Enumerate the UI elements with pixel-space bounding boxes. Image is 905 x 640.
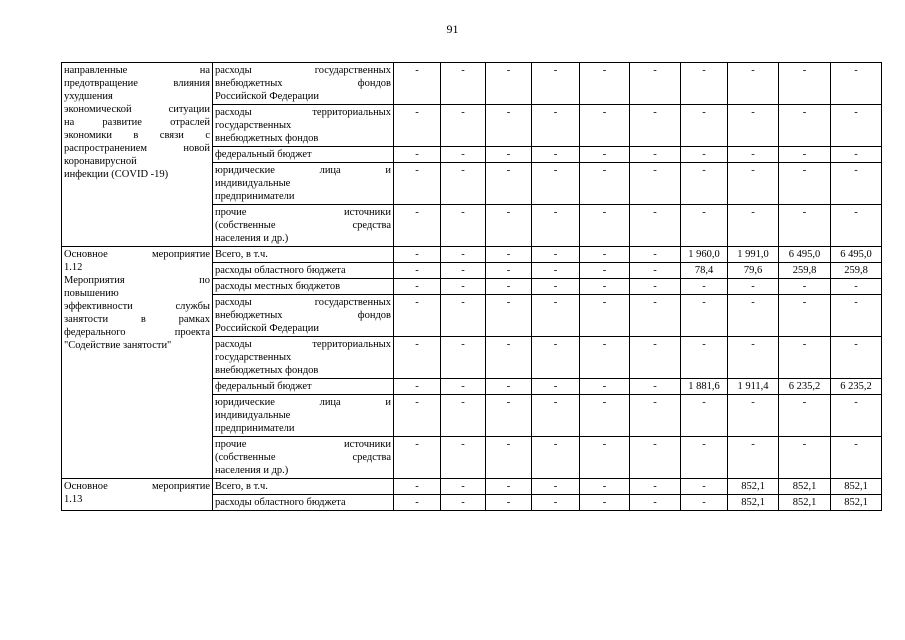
amount-cell: - — [394, 247, 441, 263]
funding-source-cell — [213, 337, 394, 379]
amount-cell: - — [681, 279, 728, 295]
funding-source-line: государственных — [215, 352, 292, 363]
event-name-line: на развитие отраслей — [64, 117, 210, 128]
amount-cell: - — [728, 163, 779, 205]
amount-cell: - — [831, 279, 882, 295]
amount-cell: 6 495,0 — [779, 247, 831, 263]
amount-cell: - — [532, 63, 580, 105]
amount-cell: - — [779, 205, 831, 247]
amount-cell: - — [441, 247, 486, 263]
amount-cell: - — [394, 63, 441, 105]
amount-cell: - — [532, 279, 580, 295]
amount-cell: - — [532, 437, 580, 479]
amount-cell: - — [486, 437, 532, 479]
event-name-line: инфекции (COVID -19) — [64, 169, 169, 180]
funding-source-line: внебюджетных фондов — [215, 133, 319, 144]
amount-cell: - — [681, 163, 728, 205]
amount-cell: - — [728, 279, 779, 295]
amount-cell: - — [532, 247, 580, 263]
event-name-line: "Содействие занятости" — [64, 340, 172, 351]
amount-cell: - — [441, 147, 486, 163]
funding-source-line: внебюджетных фондов — [215, 78, 391, 89]
funding-source-line: государственных — [215, 120, 292, 131]
amount-cell: - — [394, 379, 441, 395]
amount-cell: - — [394, 263, 441, 279]
amount-cell: - — [486, 147, 532, 163]
amount-cell: - — [394, 495, 441, 511]
amount-cell: - — [681, 495, 728, 511]
amount-cell: - — [630, 279, 681, 295]
amount-cell: - — [441, 495, 486, 511]
event-name-line: ухудшения — [64, 91, 113, 102]
funding-source-line: расходы государственных — [215, 65, 391, 76]
amount-cell: - — [728, 437, 779, 479]
funding-source-cell — [213, 279, 394, 295]
funding-source-line: населения и др.) — [215, 465, 289, 476]
amount-cell: - — [630, 495, 681, 511]
amount-cell: - — [532, 205, 580, 247]
funding-source-cell — [213, 437, 394, 479]
funding-source-line: предприниматели — [215, 423, 295, 434]
event-name-cell — [62, 63, 213, 247]
table-row — [62, 63, 882, 105]
amount-cell: - — [394, 147, 441, 163]
funding-source-line: юридические лица и — [215, 397, 391, 408]
amount-cell: - — [779, 437, 831, 479]
amount-cell: - — [630, 395, 681, 437]
amount-cell: - — [580, 205, 630, 247]
amount-cell: - — [532, 379, 580, 395]
amount-cell: - — [394, 395, 441, 437]
amount-cell: 6 495,0 — [831, 247, 882, 263]
event-name-line: предотвращение влияния — [64, 78, 210, 89]
amount-cell: - — [394, 205, 441, 247]
event-name-line: распространением новой — [64, 143, 210, 154]
amount-cell: - — [486, 163, 532, 205]
amount-cell: - — [532, 495, 580, 511]
amount-cell: - — [580, 395, 630, 437]
amount-cell: - — [831, 105, 882, 147]
amount-cell: - — [532, 295, 580, 337]
amount-cell: - — [681, 105, 728, 147]
amount-cell: - — [630, 105, 681, 147]
funding-source-line: расходы местных бюджетов — [215, 281, 341, 292]
amount-cell: - — [532, 147, 580, 163]
amount-cell: - — [486, 279, 532, 295]
event-name-line: эффективности службы — [64, 301, 210, 312]
amount-cell: - — [779, 147, 831, 163]
amount-cell: - — [532, 395, 580, 437]
funding-source-line: расходы территориальных — [215, 107, 391, 118]
amount-cell: - — [681, 147, 728, 163]
funding-source-line: внебюджетных фондов — [215, 310, 391, 321]
amount-cell: 852,1 — [779, 495, 831, 511]
amount-cell: - — [779, 279, 831, 295]
amount-cell: - — [728, 63, 779, 105]
amount-cell: - — [580, 479, 630, 495]
amount-cell: - — [831, 337, 882, 379]
amount-cell: - — [532, 105, 580, 147]
amount-cell: - — [486, 205, 532, 247]
amount-cell: - — [441, 337, 486, 379]
funding-source-line: Всего, в т.ч. — [215, 481, 268, 492]
funding-source-line: прочие источники — [215, 439, 391, 450]
amount-cell: - — [630, 295, 681, 337]
funding-source-line: (собственные средства — [215, 220, 391, 231]
amount-cell: - — [630, 479, 681, 495]
amount-cell: - — [831, 63, 882, 105]
amount-cell: - — [681, 395, 728, 437]
event-name-line: экономической ситуации — [64, 104, 210, 115]
funding-source-line: (собственные средства — [215, 452, 391, 463]
funding-source-cell — [213, 479, 394, 495]
table-row — [62, 247, 882, 263]
amount-cell: - — [580, 337, 630, 379]
amount-cell: - — [486, 105, 532, 147]
amount-cell: 1 881,6 — [681, 379, 728, 395]
funding-source-line: федеральный бюджет — [215, 381, 312, 392]
funding-source-line: населения и др.) — [215, 233, 289, 244]
amount-cell: - — [532, 479, 580, 495]
amount-cell: 852,1 — [831, 495, 882, 511]
amount-cell: - — [728, 205, 779, 247]
funding-source-cell — [213, 63, 394, 105]
amount-cell: - — [779, 63, 831, 105]
amount-cell: - — [441, 63, 486, 105]
funding-source-cell — [213, 105, 394, 147]
amount-cell: 79,6 — [728, 263, 779, 279]
amount-cell: 1 991,0 — [728, 247, 779, 263]
amount-cell: - — [394, 479, 441, 495]
funding-source-cell — [213, 247, 394, 263]
funding-source-line: юридические лица и — [215, 165, 391, 176]
amount-cell: - — [681, 295, 728, 337]
amount-cell: - — [779, 163, 831, 205]
funding-source-cell — [213, 147, 394, 163]
amount-cell: - — [630, 163, 681, 205]
amount-cell: - — [486, 263, 532, 279]
amount-cell: - — [580, 495, 630, 511]
amount-cell: 852,1 — [728, 495, 779, 511]
funding-source-line: Российской Федерации — [215, 323, 319, 334]
amount-cell: - — [681, 205, 728, 247]
amount-cell: - — [580, 437, 630, 479]
amount-cell: - — [681, 63, 728, 105]
amount-cell: 852,1 — [831, 479, 882, 495]
event-name-line: направленные на — [64, 65, 210, 76]
event-name-line: 1.13 — [64, 494, 83, 505]
amount-cell: - — [728, 105, 779, 147]
amount-cell: - — [486, 295, 532, 337]
amount-cell: 259,8 — [779, 263, 831, 279]
budget-table — [61, 62, 882, 511]
amount-cell: - — [486, 395, 532, 437]
amount-cell: 1 911,4 — [728, 379, 779, 395]
amount-cell: - — [630, 63, 681, 105]
event-name-cell — [62, 247, 213, 479]
event-name-line: 1.12 — [64, 262, 83, 273]
amount-cell: - — [532, 163, 580, 205]
funding-source-line: прочие источники — [215, 207, 391, 218]
event-name-line: повышению — [64, 288, 119, 299]
amount-cell: - — [580, 147, 630, 163]
amount-cell: 1 960,0 — [681, 247, 728, 263]
table-row — [62, 479, 882, 495]
event-name-line: федерального проекта — [64, 327, 210, 338]
amount-cell: - — [779, 337, 831, 379]
amount-cell: - — [441, 479, 486, 495]
amount-cell: - — [728, 295, 779, 337]
amount-cell: - — [681, 437, 728, 479]
amount-cell: - — [580, 279, 630, 295]
amount-cell: - — [394, 437, 441, 479]
amount-cell: - — [831, 395, 882, 437]
amount-cell: - — [394, 105, 441, 147]
amount-cell: - — [831, 437, 882, 479]
amount-cell: - — [580, 295, 630, 337]
amount-cell: - — [831, 205, 882, 247]
amount-cell: 852,1 — [779, 479, 831, 495]
funding-source-line: расходы областного бюджета — [215, 497, 346, 508]
amount-cell: - — [394, 295, 441, 337]
amount-cell: - — [486, 379, 532, 395]
amount-cell: - — [728, 147, 779, 163]
amount-cell: - — [630, 247, 681, 263]
amount-cell: - — [681, 337, 728, 379]
event-name-line: Основное мероприятие — [64, 249, 210, 260]
amount-cell: - — [532, 337, 580, 379]
amount-cell: - — [728, 395, 779, 437]
funding-source-line: расходы государственных — [215, 297, 391, 308]
event-name-line: Мероприятия по — [64, 275, 210, 286]
amount-cell: - — [630, 147, 681, 163]
event-name-line: коронавирусной — [64, 156, 137, 167]
funding-source-line: индивидуальные — [215, 410, 291, 421]
event-name-cell — [62, 479, 213, 511]
funding-source-cell — [213, 163, 394, 205]
amount-cell: - — [394, 163, 441, 205]
amount-cell: - — [394, 279, 441, 295]
event-name-line: Основное мероприятие — [64, 481, 210, 492]
amount-cell: - — [486, 479, 532, 495]
funding-source-line: федеральный бюджет — [215, 149, 312, 160]
amount-cell: 6 235,2 — [779, 379, 831, 395]
amount-cell: - — [486, 63, 532, 105]
funding-source-cell — [213, 205, 394, 247]
funding-source-line: индивидуальные — [215, 178, 291, 189]
amount-cell: - — [441, 205, 486, 247]
amount-cell: - — [779, 105, 831, 147]
amount-cell: - — [441, 379, 486, 395]
amount-cell: - — [831, 147, 882, 163]
page-number: 91 — [446, 22, 459, 36]
funding-source-cell — [213, 295, 394, 337]
amount-cell: - — [580, 379, 630, 395]
funding-source-cell — [213, 395, 394, 437]
funding-source-line: Всего, в т.ч. — [215, 249, 268, 260]
amount-cell: - — [486, 337, 532, 379]
funding-source-cell — [213, 495, 394, 511]
amount-cell: - — [630, 337, 681, 379]
amount-cell: 259,8 — [831, 263, 882, 279]
amount-cell: - — [532, 263, 580, 279]
amount-cell: - — [779, 395, 831, 437]
amount-cell: 852,1 — [728, 479, 779, 495]
amount-cell: - — [441, 437, 486, 479]
amount-cell: 78,4 — [681, 263, 728, 279]
funding-source-line: Российской Федерации — [215, 91, 319, 102]
event-name-line: занятости в рамках — [64, 314, 210, 325]
amount-cell: - — [580, 163, 630, 205]
amount-cell: - — [441, 295, 486, 337]
funding-source-line: расходы территориальных — [215, 339, 391, 350]
amount-cell: - — [580, 263, 630, 279]
funding-source-cell — [213, 263, 394, 279]
amount-cell: - — [394, 337, 441, 379]
amount-cell: - — [831, 163, 882, 205]
amount-cell: - — [580, 247, 630, 263]
funding-source-line: расходы областного бюджета — [215, 265, 346, 276]
amount-cell: - — [630, 437, 681, 479]
amount-cell: - — [779, 295, 831, 337]
amount-cell: - — [441, 105, 486, 147]
funding-source-cell — [213, 379, 394, 395]
funding-source-line: предприниматели — [215, 191, 295, 202]
amount-cell: - — [441, 395, 486, 437]
amount-cell: - — [580, 105, 630, 147]
amount-cell: - — [441, 163, 486, 205]
amount-cell: - — [441, 263, 486, 279]
amount-cell: - — [728, 337, 779, 379]
amount-cell: - — [486, 495, 532, 511]
amount-cell: - — [831, 295, 882, 337]
amount-cell: - — [441, 279, 486, 295]
amount-cell: 6 235,2 — [831, 379, 882, 395]
event-name-line: экономики в связи с — [64, 130, 210, 141]
funding-source-line: внебюджетных фондов — [215, 365, 319, 376]
amount-cell: - — [681, 479, 728, 495]
amount-cell: - — [630, 205, 681, 247]
amount-cell: - — [486, 247, 532, 263]
amount-cell: - — [580, 63, 630, 105]
amount-cell: - — [630, 263, 681, 279]
amount-cell: - — [630, 379, 681, 395]
